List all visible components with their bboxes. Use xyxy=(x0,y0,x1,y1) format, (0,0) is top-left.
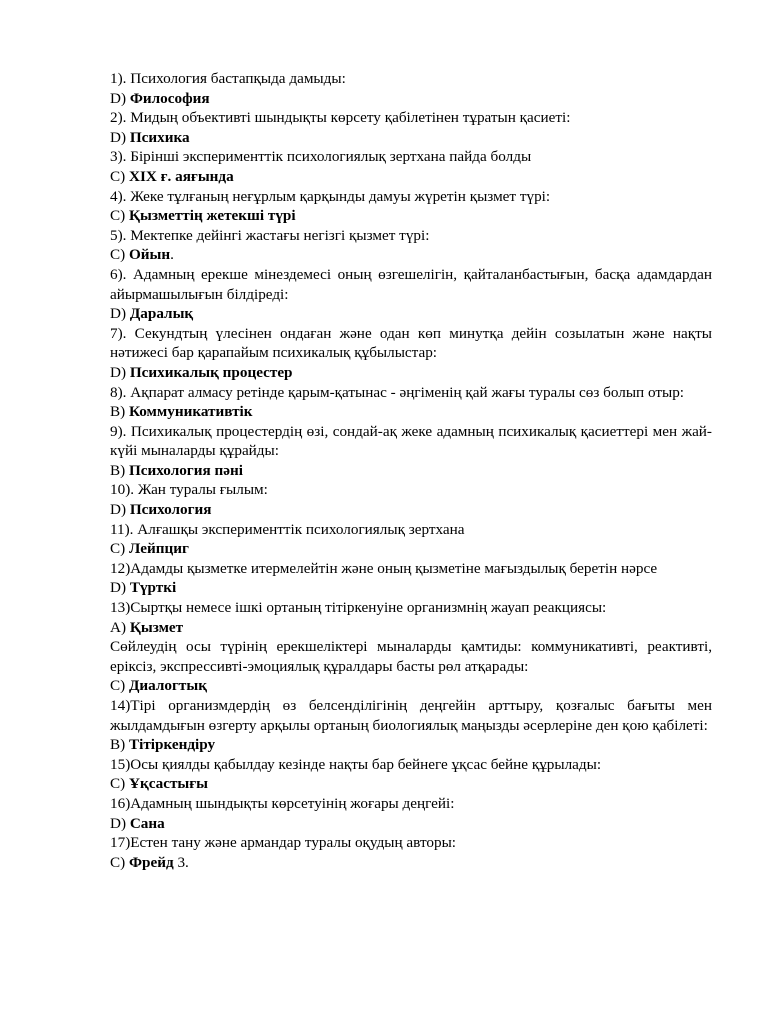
answer-text: Лейпциг xyxy=(128,540,189,558)
answer-text: Коммуникативтік xyxy=(128,403,253,421)
answer-text: Қызмет xyxy=(129,618,184,636)
answer-text: Түрткі xyxy=(129,579,177,597)
question-7: 7). Секундтың үлесінен ондаған және одан көп минутқа дейін созылатын және нақты нәтижесі бар қарапайым психикалық құбылыстар: xyxy=(110,324,712,362)
question-2: 2). Мидың объективті шындықты көрсету қабілетінен тұратын қасиеті: xyxy=(110,109,571,127)
answer-text: Ұқсастығы xyxy=(128,775,209,793)
answer-letter: C) xyxy=(110,246,126,264)
question-13: 13)Сыртқы немесе ішкі ортаның тітіркенуіне организмнің жауап реакциясы: xyxy=(110,599,607,617)
answer-text: XIX ғ. аяғында xyxy=(128,167,234,185)
answer-letter: C) xyxy=(110,677,126,695)
answer-letter: A) xyxy=(110,618,127,636)
answer-text: Қызметтің жетекші түрі xyxy=(128,207,296,225)
answer-5 xyxy=(110,245,712,265)
answer-16 xyxy=(110,814,712,834)
question-14: 14)Тірі организмдердің өз белсенділігінің деңгейін арттыру, қозғалыс бағыты мен жылдамдығын өзгерту арқылы ортаның биологиялық маңызды әсерлеріне ден қою қабілеті: xyxy=(110,697,712,734)
answer-letter: C) xyxy=(110,167,126,185)
answer-letter: D) xyxy=(110,814,127,832)
answer-tail: 3. xyxy=(173,853,189,871)
answer-8 xyxy=(110,402,712,422)
answer-letter: D) xyxy=(110,305,127,323)
answer-17 xyxy=(110,853,712,873)
question-3: 3). Бірінші эксперименттік психологиялық зертхана пайда болды xyxy=(110,148,532,166)
answer-12 xyxy=(110,578,712,598)
answer-letter: D) xyxy=(110,363,127,381)
answer-letter: C) xyxy=(110,853,126,871)
answer-letter: C) xyxy=(110,207,126,225)
answer-letter: B) xyxy=(110,736,126,754)
question-16: 16)Адамның шындықты көрсетуінің жоғары деңгейі: xyxy=(110,794,455,812)
answer-tail: . xyxy=(170,246,174,264)
answer-text: Сана xyxy=(129,814,165,832)
question-6: 6). Адамның ерекше мінездемесі оның өзгешелігін, қайталанбастығын, басқа адамдардан айырмашылығын білдіреді: xyxy=(110,265,712,303)
question-17: 17)Естен тану және армандар туралы оқудың авторы: xyxy=(110,834,457,852)
answer-letter: D) xyxy=(110,89,127,107)
answer-text: Диалогтық xyxy=(128,677,207,695)
answer-1 xyxy=(110,89,712,109)
answer-letter: D) xyxy=(110,128,127,146)
answer-speech xyxy=(110,676,712,696)
question-8: 8). Ақпарат алмасу ретінде қарым-қатынас - әңгіменің қай жағы туралы сөз болып отыр: xyxy=(110,383,685,401)
question-12: 12)Адамды қызметке итермелейтін және оның қызметіне мағыздылық беретін нәрсе xyxy=(110,559,658,577)
question-speech: Сөйлеудің осы түрінің ерекшеліктері мыналарды қамтиды: коммуникативті, реактивті, еріксіз, экспрессивті-эмоциялық құралдары басты рөл атқарады: xyxy=(110,638,712,675)
answer-text: Ойын xyxy=(128,246,171,264)
answer-text: Психология пәні xyxy=(128,461,243,479)
answer-text: Философия xyxy=(129,89,210,107)
answer-2 xyxy=(110,128,712,148)
answer-text: Психика xyxy=(129,128,190,146)
answer-11 xyxy=(110,539,712,559)
question-1: 1). Психология бастапқыда дамыды: xyxy=(110,70,346,87)
answer-14 xyxy=(110,735,712,755)
answer-10 xyxy=(110,500,712,520)
answer-3 xyxy=(110,167,712,187)
answer-text: Психология xyxy=(129,501,212,519)
answer-7 xyxy=(110,363,712,383)
answer-text: Тітіркендіру xyxy=(128,736,216,754)
answer-6 xyxy=(110,304,712,324)
question-11: 11). Алғашқы эксперименттік психологиялық зертхана xyxy=(110,520,465,538)
answer-15 xyxy=(110,774,712,794)
question-9: 9). Психикалық процестердің өзі, сондай-ақ жеке адамның психикалық қасиеттері мен жай-күйі мыналарды құрайды: xyxy=(110,422,712,460)
answer-text: Фрейд xyxy=(128,853,174,871)
document-page xyxy=(110,69,712,872)
answer-text: Психикалық процестер xyxy=(129,363,293,381)
answer-letter: B) xyxy=(110,461,126,479)
answer-4 xyxy=(110,206,712,226)
answer-9 xyxy=(110,461,712,481)
question-5: 5). Мектепке дейінгі жастағы негізгі қызмет түрі: xyxy=(110,226,430,244)
answer-letter: C) xyxy=(110,775,126,793)
answer-letter: C) xyxy=(110,540,126,558)
answer-letter: D) xyxy=(110,579,127,597)
answer-letter: D) xyxy=(110,501,127,519)
question-4: 4). Жеке тұлғаның неғұрлым қарқынды дамуы жүретін қызмет түрі: xyxy=(110,187,551,205)
answer-text: Даралық xyxy=(129,305,194,323)
question-10: 10). Жан туралы ғылым: xyxy=(110,481,268,499)
answer-letter: B) xyxy=(110,403,126,421)
question-15: 15)Осы қиялды қабылдау кезінде нақты бар бейнеге ұқсас бейне құрылады: xyxy=(110,755,602,773)
answer-13 xyxy=(110,618,712,638)
